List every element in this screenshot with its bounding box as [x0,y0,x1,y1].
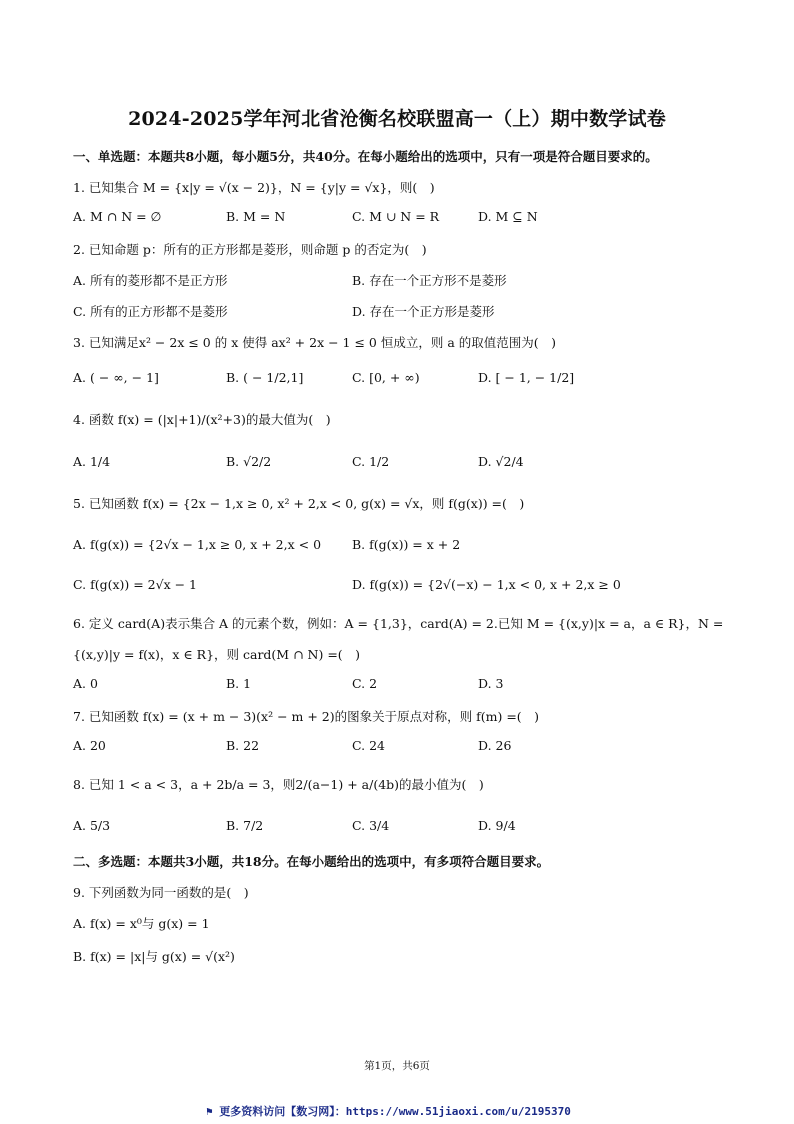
q7-option-b: B. 22 [226,738,260,753]
promo-link[interactable] [206,1103,571,1119]
q1-option-b: B. M = N [226,209,286,224]
q9-option-a: A. f(x) = x⁰与 g(x) = 1 [73,916,210,931]
question-6-line-2: {(x,y)|y = f(x)，x ∈ R}，则 card(M ∩ N) =( ) [73,647,361,662]
q4-option-b: B. √2/2 [226,454,272,469]
q4-option-a: A. 1/4 [73,454,111,469]
q8-option-c: C. 3/4 [352,818,390,833]
q4-option-c: C. 1/2 [352,454,390,469]
q6-option-c: C. 2 [352,676,378,691]
q8-option-d: D. 9/4 [478,818,516,833]
q6-option-d: D. 3 [478,676,504,691]
section-single-choice: 一、单选题：本题共8小题，每小题5分，共40分。在每小题给出的选项中，只有一项是符合题目要求的。 [73,149,658,164]
question-1: 1. 已知集合 M = {x|y = √(x − 2)}，N = {y|y = √x}，则( ) [73,180,435,195]
q7-option-d: D. 26 [478,738,512,753]
page-title: 2024-2025学年河北省沧衡名校联盟高一（上）期中数学试卷 [128,108,666,130]
page-number: 第1页，共6页 [364,1060,430,1072]
q3-option-d: D. [ − 1, − 1/2] [478,370,575,385]
q1-option-a: A. M ∩ N = ∅ [73,209,162,224]
question-9: 9. 下列函数为同一函数的是( ) [73,885,249,900]
question-7: 7. 已知函数 f(x) = (x + m − 3)(x² − m + 2)的图象关于原点对称，则 f(m) =( ) [73,709,540,724]
q8-option-b: B. 7/2 [226,818,264,833]
q5-option-a: A. f(g(x)) = {2√x − 1,x ≥ 0, x + 2,x < 0 [73,537,322,552]
q4-option-d: D. √2/4 [478,454,524,469]
q8-option-a: A. 5/3 [73,818,111,833]
question-2: 2. 已知命题 p：所有的正方形都是菱形，则命题 p 的否定为( ) [73,242,427,257]
q2-option-c: C. 所有的正方形都不是菱形 [73,304,228,319]
q3-option-c: C. [0, + ∞) [352,370,420,385]
q3-option-a: A. ( − ∞, − 1] [73,370,159,385]
section-multiple-choice: 二、多选题：本题共3小题，共18分。在每小题给出的选项中，有多项符合题目要求。 [73,854,550,869]
q1-option-c: C. M ∪ N = R [352,209,440,224]
promo-text: 更多资料访问【数习网】：https://www.51jiaoxi.com/u/2195370 [219,1105,571,1118]
q5-option-c: C. f(g(x)) = 2√x − 1 [73,577,198,592]
q5-option-b: B. f(g(x)) = x + 2 [352,537,461,552]
q2-option-d: D. 存在一个正方形是菱形 [352,304,495,319]
q2-option-b: B. 存在一个正方形不是菱形 [352,273,507,288]
q1-option-d: D. M ⊆ N [478,209,538,224]
question-6-line-1: 6. 定义 card(A)表示集合 A 的元素个数，例如：A = {1,3}，card(A) = 2.已知 M = {(x,y)|x = a，a ∈ R}，N = [73,616,724,631]
q7-option-a: A. 20 [73,738,106,753]
q7-option-c: C. 24 [352,738,385,753]
flag-icon: ⚑ [206,1105,220,1118]
question-5: 5. 已知函数 f(x) = {2x − 1,x ≥ 0, x² + 2,x < 0, g(x) = √x，则 f(g(x)) =( ) [73,496,525,511]
q6-option-a: A. 0 [73,676,98,691]
question-8: 8. 已知 1 < a < 3，a + 2b/a = 3，则2/(a−1) + a/(4b)的最小值为( ) [73,777,484,792]
question-4: 4. 函数 f(x) = (|x|+1)/(x²+3)的最大值为( ) [73,412,331,427]
question-3: 3. 已知满足x² − 2x ≤ 0 的 x 使得 ax² + 2x − 1 ≤ 0 恒成立，则 a 的取值范围为( ) [73,335,557,350]
q9-option-b: B. f(x) = |x|与 g(x) = √(x²) [73,949,235,964]
q3-option-b: B. ( − 1/2,1] [226,370,304,385]
q6-option-b: B. 1 [226,676,252,691]
q2-option-a: A. 所有的菱形都不是正方形 [73,273,228,288]
q5-option-d: D. f(g(x)) = {2√(−x) − 1,x < 0, x + 2,x ≥ 0 [352,577,621,592]
